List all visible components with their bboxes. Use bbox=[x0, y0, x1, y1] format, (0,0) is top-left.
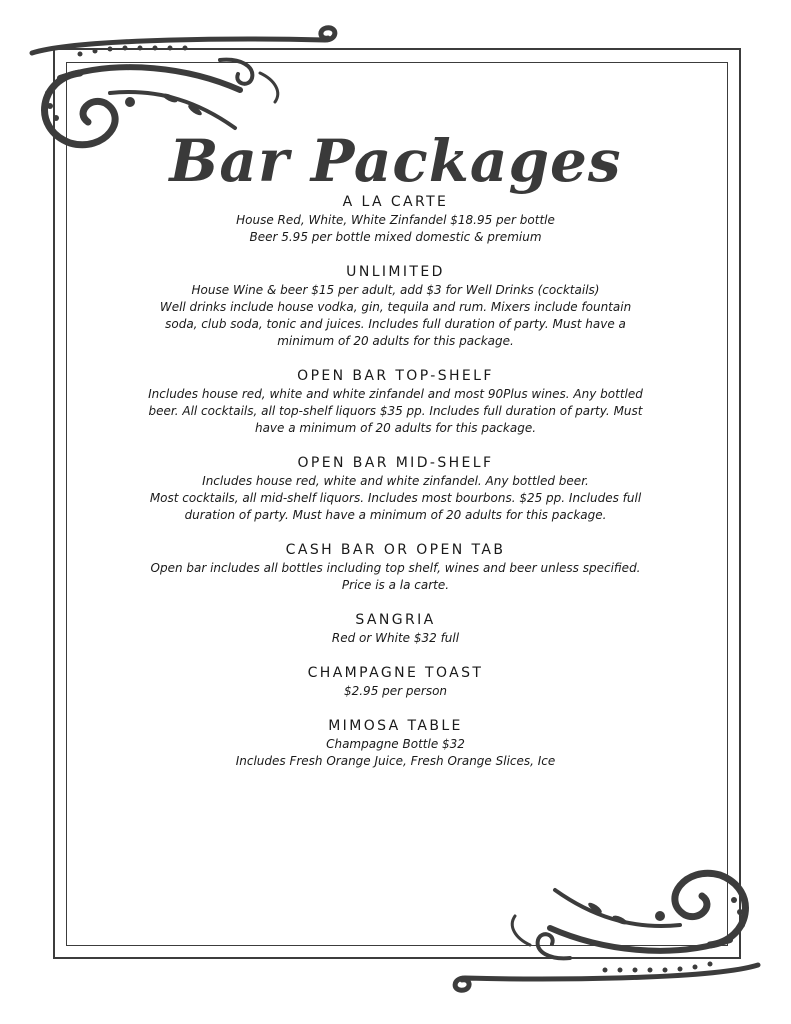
section-line: House Red, White, White Zinfandel $18.95 per bottle bbox=[236, 213, 555, 227]
section-mimosa-table bbox=[110, 718, 681, 770]
bottom-right-flourish-ornament bbox=[450, 850, 770, 1000]
section-line: soda, club soda, tonic and juices. Includes full duration of party. Must have a bbox=[165, 317, 626, 331]
menu-content bbox=[110, 194, 681, 788]
section-champagne-toast bbox=[110, 665, 681, 700]
section-line: Beer 5.95 per bottle mixed domestic & premium bbox=[249, 230, 542, 244]
section-line: $2.95 per person bbox=[343, 684, 448, 698]
section-heading: MIMOSA TABLE bbox=[328, 718, 463, 734]
section-line: beer. All cocktails, all top-shelf liquors $35 pp. Includes full duration of party. Must bbox=[148, 404, 643, 418]
section-line: Most cocktails, all mid-shelf liquors. Includes most bourbons. $25 pp. Includes full bbox=[149, 491, 642, 505]
section-heading: OPEN BAR MID-SHELF bbox=[297, 455, 494, 471]
section-line: Includes house red, white and white zinfandel. Any bottled beer. bbox=[202, 474, 589, 488]
section-open-bar-mid-shelf bbox=[110, 455, 681, 524]
section-line: have a minimum of 20 adults for this package. bbox=[254, 421, 537, 435]
section-heading: OPEN BAR TOP-SHELF bbox=[297, 368, 494, 384]
section-line: minimum of 20 adults for this package. bbox=[277, 334, 514, 348]
section-line: duration of party. Must have a minimum of 20 adults for this package. bbox=[184, 508, 607, 522]
section-line: Champagne Bottle $32 bbox=[326, 737, 465, 751]
section-unlimited bbox=[110, 264, 681, 350]
section-line: Red or White $32 full bbox=[331, 631, 460, 645]
section-line: Price is a la carte. bbox=[341, 578, 450, 592]
section-line: House Wine & beer $15 per adult, add $3 for Well Drinks (cocktails) bbox=[191, 283, 600, 297]
section-line: Includes house red, white and white zinfandel and most 90Plus wines. Any bottled bbox=[148, 387, 643, 401]
section-heading: UNLIMITED bbox=[346, 264, 445, 280]
section-line: Open bar includes all bottles including top shelf, wines and beer unless specified. bbox=[150, 561, 641, 575]
section-heading: CHAMPAGNE TOAST bbox=[307, 665, 484, 681]
section-heading: CASH BAR OR OPEN TAB bbox=[285, 542, 506, 558]
section-a-la-carte bbox=[110, 194, 681, 246]
section-heading: SANGRIA bbox=[355, 612, 436, 628]
section-open-bar-top-shelf bbox=[110, 368, 681, 437]
section-cash-bar bbox=[110, 542, 681, 594]
section-line: Well drinks include house vodka, gin, tequila and rum. Mixers include fountain bbox=[159, 300, 632, 314]
section-line: Includes Fresh Orange Juice, Fresh Orange Slices, Ice bbox=[235, 754, 556, 768]
page-title: Bar Packages bbox=[169, 126, 622, 195]
section-heading: A LA CARTE bbox=[342, 194, 449, 210]
section-sangria bbox=[110, 612, 681, 647]
